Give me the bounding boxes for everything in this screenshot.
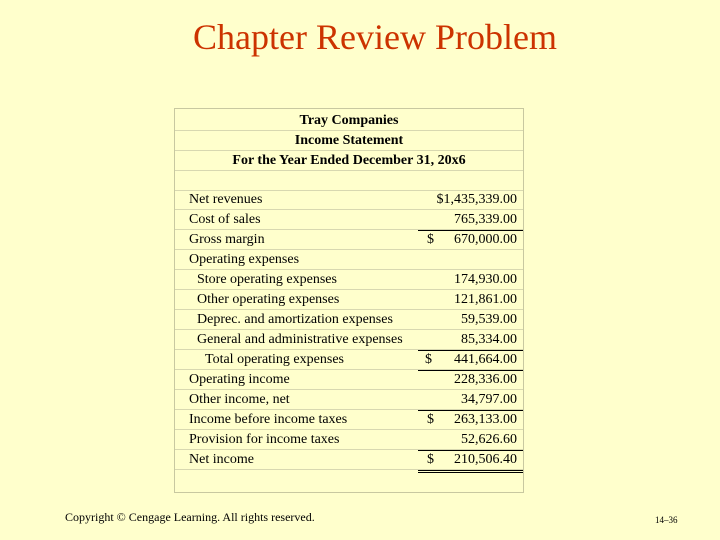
header-divider (175, 170, 523, 171)
table-row (175, 270, 523, 290)
total-double-underline (418, 470, 523, 473)
slide-title: Chapter Review Problem (193, 17, 557, 57)
table-row (175, 430, 523, 450)
row-amount: 59,539.00 (461, 312, 517, 327)
row-amount: 85,334.00 (461, 332, 517, 347)
company-name: Tray Companies (299, 113, 399, 128)
row-amount: 670,000.00 (454, 232, 517, 247)
table-row (175, 350, 523, 370)
row-amount: 765,339.00 (454, 212, 517, 227)
row-label: Total operating expenses (205, 352, 344, 367)
table-row (175, 310, 523, 330)
row-dollar: $ (427, 452, 434, 467)
table-row (175, 390, 523, 410)
statement-name: Income Statement (294, 133, 404, 148)
row-amount: 52,626.60 (461, 432, 517, 447)
row-label: Cost of sales (189, 212, 261, 227)
row-label: Provision for income taxes (189, 432, 340, 447)
row-amount: 34,797.00 (461, 392, 517, 407)
table-row (175, 290, 523, 310)
copyright-notice: Copyright © Cengage Learning. All rights reserved. (65, 510, 315, 524)
row-label: Deprec. and amortization expenses (197, 312, 393, 327)
row-label: Income before income taxes (189, 412, 348, 427)
row-amount: 174,930.00 (454, 272, 517, 287)
row-label: Operating income (189, 372, 290, 387)
row-label: Store operating expenses (197, 272, 337, 287)
row-label: Operating expenses (189, 252, 300, 267)
row-dollar: $ (427, 412, 434, 427)
page-number: 14–36 (655, 515, 678, 525)
income-statement-table (174, 108, 524, 493)
row-amount: 441,664.00 (454, 352, 517, 367)
row-amount: $1,435,339.00 (436, 192, 517, 207)
row-label: Net income (189, 452, 254, 467)
row-dollar: $ (427, 232, 434, 247)
table-row (175, 250, 523, 270)
table-row (175, 330, 523, 350)
row-dollar: $ (425, 352, 432, 367)
row-label: Other operating expenses (197, 292, 340, 307)
table-row (175, 210, 523, 230)
statement-period: For the Year Ended December 31, 20x6 (232, 153, 466, 168)
table-row (175, 450, 523, 470)
row-label: General and administrative expenses (197, 332, 403, 347)
row-label: Gross margin (189, 232, 265, 247)
table-row (175, 410, 523, 430)
row-amount: 210,506.40 (454, 452, 517, 467)
table-row (175, 370, 523, 390)
row-label: Net revenues (189, 192, 263, 207)
row-amount: 228,336.00 (454, 372, 517, 387)
row-label: Other income, net (189, 392, 290, 407)
row-amount: 263,133.00 (454, 412, 517, 427)
header-divider (175, 150, 523, 151)
table-row (175, 230, 523, 250)
row-amount: 121,861.00 (454, 292, 517, 307)
table-row (175, 190, 523, 210)
header-divider (175, 130, 523, 131)
